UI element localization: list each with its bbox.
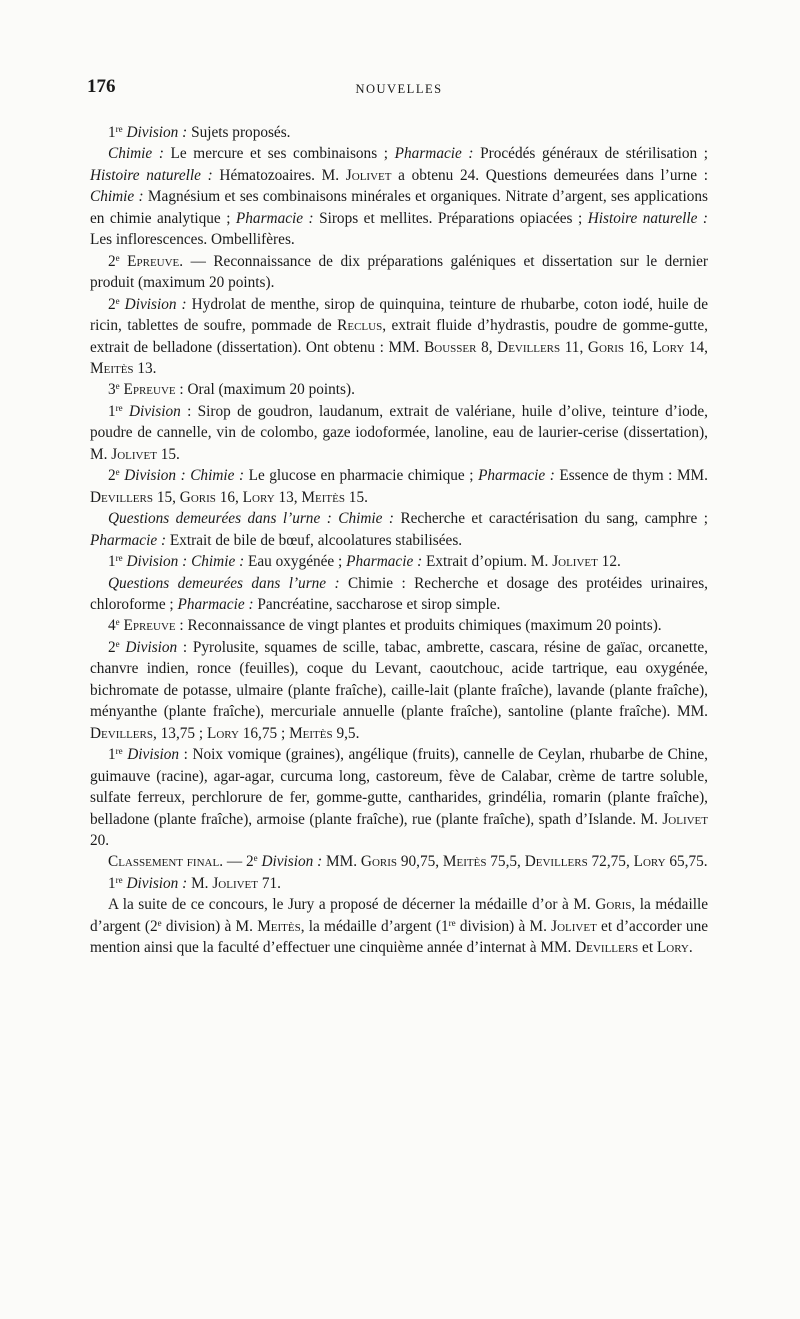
book-page bbox=[87, 74, 709, 959]
paragraph: Chimie : Le mercure et ses combinaisons ; Pharmacie : Procédés généraux de stérilisation ; Histoire naturelle : Hématozoaires. M. Jolivet a obtenu 24. Questions demeurées dans l’urne : Chimie : Magnésium et ses combinaisons minérales et organiques. Nitrate d’argent, ses applications en chimie analytique ; Pharmacie : Sirops et mellites. Préparations opiacées ; Histoire naturelle : Les inflorescences. Ombellifères. bbox=[90, 145, 708, 249]
paragraph: A la suite de ce concours, le Jury a proposé de décerner la médaille d’or à M. Goris, la médaille d’argent (2e division) à M. Meitès, la médaille d’argent (1re division) à M. Jolivet et d’accorder une mention ainsi que la faculté d’effectuer une cinquième année d’internat à MM. Devillers et Lory. bbox=[90, 896, 709, 957]
running-title: NOUVELLES bbox=[355, 82, 443, 96]
paragraph: 4e Epreuve : Reconnaissance de vingt plantes et produits chimiques (maximum 20 points). bbox=[108, 617, 662, 635]
page-body bbox=[90, 122, 708, 959]
paragraph: 3e Epreuve : Oral (maximum 20 points). bbox=[108, 381, 355, 399]
paragraph: 1re Division : M. Jolivet 71. bbox=[108, 874, 281, 892]
paragraph: 1re Division : Sujets proposés. bbox=[108, 124, 291, 141]
page-header bbox=[87, 74, 708, 104]
paragraph: Questions demeurées dans l’urne : Chimie : Recherche et caractérisation du sang, camphre ; Pharmacie : Extrait de bile de bœuf, alcoolatures stabilisées. bbox=[90, 510, 708, 549]
paragraph: 2e Division : Chimie : Le glucose en pharmacie chimique ; Pharmacie : Essence de thym : MM. Devillers 15, Goris 16, Lory 13, Meitès 15. bbox=[90, 467, 708, 506]
paragraph: 1re Division : Sirop de goudron, laudanum, extrait de valériane, huile d’olive, teinture d’iode, poudre de cannelle, vin de colombo, gaze iodoformée, lanoline, eau de laurier-cerise (dissertation), M. Jolivet 15. bbox=[90, 402, 708, 463]
paragraph: 1re Division : Chimie : Eau oxygénée ; Pharmacie : Extrait d’opium. M. Jolivet 12. bbox=[108, 553, 621, 571]
paragraph: 2e Division : Pyrolusite, squames de scille, tabac, ambrette, cascara, résine de gaïac, orcanette, chanvre indien, ronce (feuilles), coque du Levant, caoutchouc, acide tartrique, eau oxygénée, bichromate de potasse, ulmaire (plante fraîche), caille-lait (plante fraîche), lavande (plante fraîche), ményanthe (plante fraîche), mercuriale annuelle (plante fraîche), santoline (plante fraîche). MM. Devillers, 13,75 ; Lory 16,75 ; Meitès 9,5. bbox=[90, 638, 708, 742]
paragraph: 1re Division : Noix vomique (graines), angélique (fruits), cannelle de Ceylan, rhubarbe de Chine, guimauve (racine), agar-agar, curcuma long, castoreum, fève de Calabar, crème de tartre soluble, sulfate ferreux, perchlorure de fer, gomme-gutte, cantharides, grindélia, romarin (plante fraîche), belladone (plante fraîche), armoise (plante fraîche), rue (plante fraîche), spath d’Islande. M. Jolivet 20. bbox=[90, 746, 708, 849]
paragraph: Questions demeurées dans l’urne : Chimie : Recherche et dosage des protéides urinaires, chloroforme ; Pharmacie : Pancréatine, saccharose et sirop simple. bbox=[90, 574, 708, 613]
page-number: 176 bbox=[87, 76, 116, 97]
paragraph: 2e Division : Hydrolat de menthe, sirop de quinquina, teinture de rhubarbe, coton iodé, huile de ricin, tablettes de soufre, pommade de Reclus, extrait fluide d’hydrastis, poudre de gomme-gutte, extrait de belladone (dissertation). Ont obtenu : MM. Bousser 8, Devillers 11, Goris 16, Lory 14, Meitès 13. bbox=[90, 295, 708, 377]
paragraph: 2e Epreuve. — Reconnaissance de dix préparations galéniques et dissertation sur le dernier produit (maximum 20 points). bbox=[90, 252, 708, 292]
paragraph: Classement final. — 2e Division : MM. Goris 90,75, Meitès 75,5, Devillers 72,75, Lory 65,75. bbox=[108, 853, 708, 871]
